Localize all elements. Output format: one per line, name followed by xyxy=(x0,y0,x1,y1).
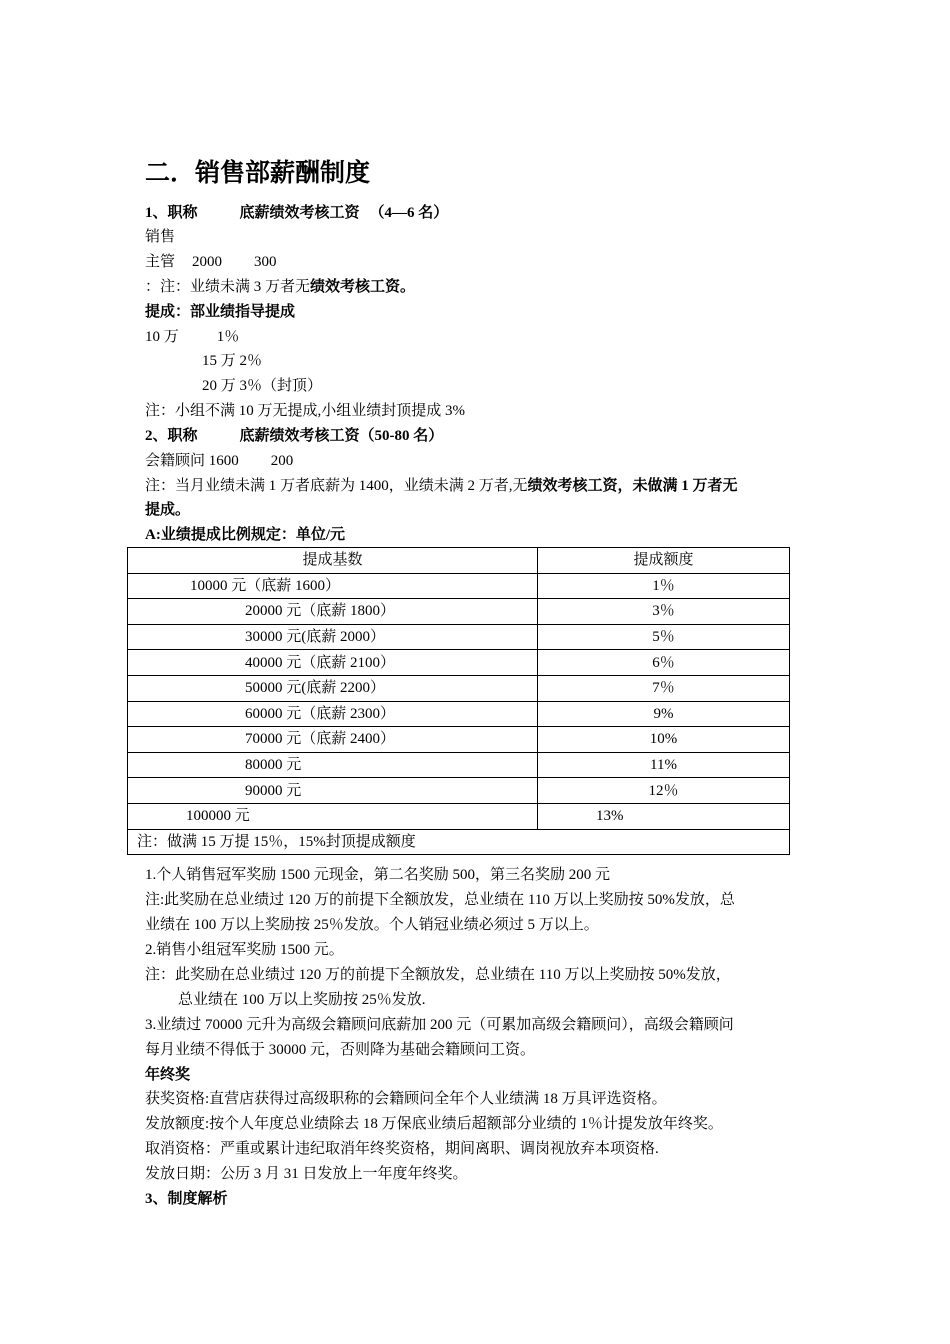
section3-heading: 3、制度解析 xyxy=(145,1191,228,1207)
commission-rates-table xyxy=(127,547,790,855)
annual-bonus-cancel: 取消资格：严重或累计违纪取消年终奖资格，期间离职、调岗视放弃本项资格. xyxy=(145,1141,659,1157)
reward-team-note-2: 总业绩在 100 万以上奖励按 25％发放. xyxy=(178,992,426,1008)
table-cell-base: 30000 元(底薪 2000） xyxy=(128,624,538,650)
table-cell-base: 80000 元 xyxy=(128,752,538,778)
table-note-row xyxy=(128,829,790,855)
table-row xyxy=(128,727,790,753)
commission-tier3: 20 万 3％（封顶） xyxy=(202,378,323,394)
section2-heading-salary: 底薪绩效考核工资（50-80 名） xyxy=(239,428,444,444)
section2-note-cont: 提成。 xyxy=(145,502,191,518)
section1-heading-count: （4—6 名） xyxy=(369,205,449,221)
table-row xyxy=(128,701,790,727)
commission-tier2: 15 万 2％ xyxy=(202,353,263,369)
table-row xyxy=(128,675,790,701)
annual-bonus-qualification: 获奖资格:直营店获得过高级职称的会籍顾问全年个人业绩满 18 万具评选资格。 xyxy=(145,1091,667,1107)
section1-perf-salary: 300 xyxy=(254,254,277,270)
section1-role-supervisor: 主管 xyxy=(145,254,176,270)
reward-team-note-1: 注：此奖励在总业绩过 120 万的前提下全额放发，总业绩在 110 万以上奖励按 50%发放， xyxy=(145,967,731,983)
rates-table-title: A:业绩提成比例规定：单位/元 xyxy=(145,527,345,543)
table-header-rate: 提成额度 xyxy=(538,548,790,574)
commission-tier1-rate: 1％ xyxy=(216,329,240,345)
commission-title: 提成：部业绩指导提成 xyxy=(145,304,296,320)
table-cell-base: 60000 元（底薪 2300） xyxy=(128,701,538,727)
reward-individual-note-1: 注:此奖励在总业绩过 120 万的前提下全额放发，总业绩在 110 万以上奖励按 50%发放，总 xyxy=(145,892,735,908)
table-cell-rate: 3％ xyxy=(538,599,790,625)
table-cell-base: 100000 元 xyxy=(128,803,538,829)
table-cell-rate: 13% xyxy=(538,803,790,829)
annual-bonus-amount: 发放额度:按个人年度总业绩除去 18 万保底业绩后超额部分业绩的 1％计提发放年终奖。 xyxy=(145,1116,723,1132)
section1-base-salary: 2000 xyxy=(192,254,223,270)
table-cell-rate: 7％ xyxy=(538,675,790,701)
table-cell-rate: 5％ xyxy=(538,624,790,650)
table-row xyxy=(128,573,790,599)
section1-note-bold: 绩效考核工资。 xyxy=(310,279,416,295)
table-cell-base: 50000 元(底薪 2200） xyxy=(128,675,538,701)
promotion-rule-2: 每月业绩不得低于 30000 元，否则降为基础会籍顾问工资。 xyxy=(145,1042,536,1058)
table-row xyxy=(128,778,790,804)
commission-tier1-amount: 10 万 xyxy=(145,329,179,345)
table-cell-base: 40000 元（底薪 2100） xyxy=(128,650,538,676)
table-cell-rate: 1％ xyxy=(538,573,790,599)
table-cell-rate: 6％ xyxy=(538,650,790,676)
section2-consultant-perf: 200 xyxy=(270,453,294,469)
reward-team: 2.销售小组冠军奖励 1500 元。 xyxy=(145,942,344,958)
table-row xyxy=(128,752,790,778)
section1-role-sales: 销售 xyxy=(145,229,176,245)
promotion-rule-1: 3.业绩过 70000 元升为高级会籍顾问底薪加 200 元（可累加高级会籍顾问），高级会籍顾问 xyxy=(145,1017,734,1033)
table-row xyxy=(128,650,790,676)
section2-consultant-row xyxy=(145,451,293,471)
section1-note xyxy=(145,277,415,297)
section1-role-supervisor-row xyxy=(145,252,277,272)
table-row xyxy=(128,599,790,625)
section2-heading xyxy=(145,426,443,446)
table-header-row xyxy=(128,548,790,574)
table-cell-base: 70000 元（底薪 2400） xyxy=(128,727,538,753)
section2-note-text: 注：当月业绩未满 1 万者底薪为 1400，业绩未满 2 万者,无 xyxy=(145,478,528,494)
annual-bonus-title: 年终奖 xyxy=(145,1067,191,1083)
section2-note-bold: 绩效考核工资，未做满 1 万者无 xyxy=(527,478,738,494)
section2-note xyxy=(145,476,738,496)
section1-heading-salary: 底薪绩效考核工资 xyxy=(239,205,360,221)
table-cell-base: 90000 元 xyxy=(128,778,538,804)
commission-tier1 xyxy=(145,327,239,347)
table-cell-base: 10000 元（底薪 1600） xyxy=(128,573,538,599)
table-cell-base: 20000 元（底薪 1800） xyxy=(128,599,538,625)
section1-heading xyxy=(145,203,448,223)
table-cell-rate: 11% xyxy=(538,752,790,778)
table-cell-rate: 12％ xyxy=(538,778,790,804)
table-header-base: 提成基数 xyxy=(128,548,538,574)
section1-heading-title: 1、职称 xyxy=(145,205,198,221)
commission-note: 注：小组不满 10 万无提成,小组业绩封顶提成 3% xyxy=(145,403,465,419)
page-title: 二．销售部薪酬制度 xyxy=(145,160,371,187)
table-cell-rate: 10% xyxy=(538,727,790,753)
reward-individual: 1.个人销售冠军奖励 1500 元现金，第二名奖励 500，第三名奖励 200 元 xyxy=(145,867,611,883)
section2-heading-title: 2、职称 xyxy=(145,428,198,444)
reward-individual-note-2: 业绩在 100 万以上奖励按 25％发放。个人销冠业绩必须过 5 万以上。 xyxy=(145,917,599,933)
section2-consultant-base: 会籍顾问 1600 xyxy=(145,453,239,469)
annual-bonus-date: 发放日期：公历 3 月 31 日发放上一年度年终奖。 xyxy=(145,1166,468,1182)
table-row xyxy=(128,803,790,829)
section1-note-text: ：注：业绩未满 3 万者无 xyxy=(145,279,311,295)
table-note: 注：做满 15 万提 15％，15%封顶提成额度 xyxy=(128,829,790,855)
table-cell-rate: 9% xyxy=(538,701,790,727)
table-row xyxy=(128,624,790,650)
